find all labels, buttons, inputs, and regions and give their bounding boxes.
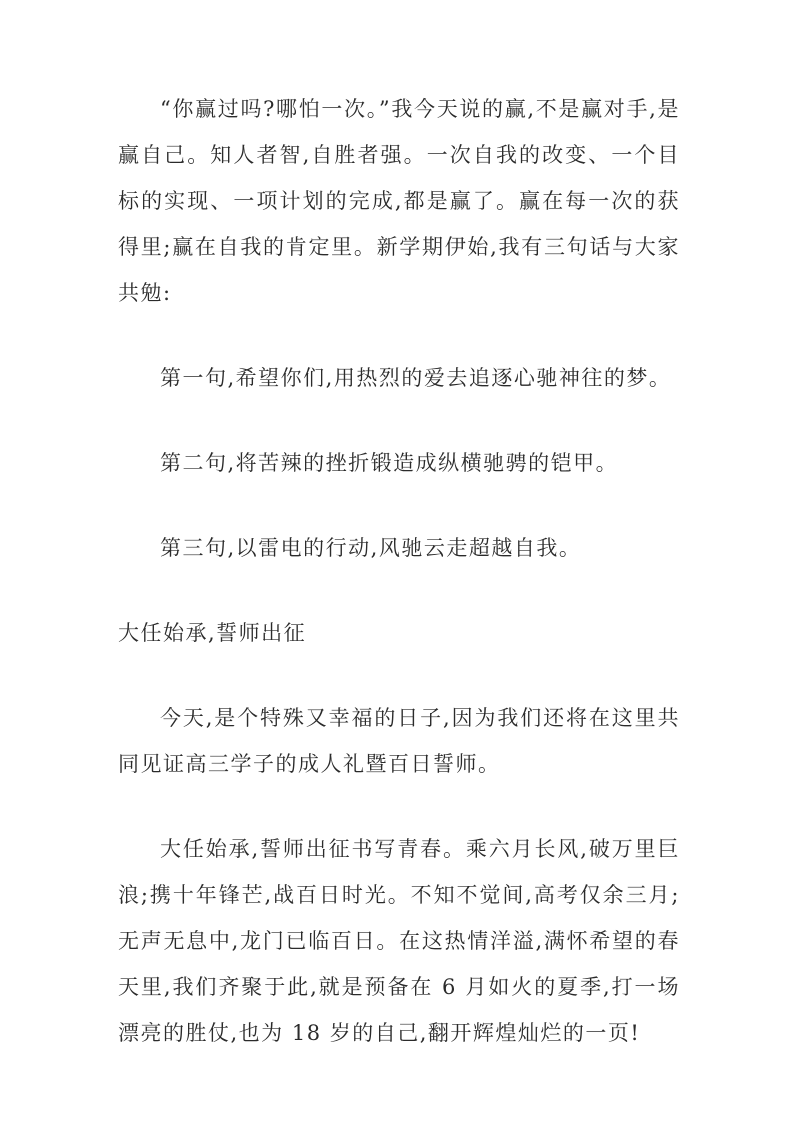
paragraph-third-sentence: 第三句,以雷电的行动,风驰云走超越自我。 [160, 536, 582, 560]
paragraph-win-intro: “你赢过吗?哪怕一次。”我今天说的赢,不是赢对手,是赢自己。知人者智,自胜者强。一次自我的改变、一个目标的实现、一项计划的完成,都是赢了。赢在每一次的获得里;赢在自我的肯定里。新学期伊始,我有三句话与大家共勉: [118, 97, 680, 305]
paragraph-second-sentence: 第二句,将苦辣的挫折锻造成纵横驰骋的铠甲。 [160, 451, 619, 475]
paragraph-closing: 大任始承,誓师出征书写青春。乘六月长风,破万里巨浪;携十年锋芒,战百日时光。不知不觉间,高考仅余三月;无声无息中,龙门已临百日。在这热情洋溢,满怀希望的春天里,我们齐聚于此,就是预备在 6 月如火的夏季,打一场漂亮的胜仗,也为 18 岁的自己,翻开辉煌灿烂的一页! [118, 837, 680, 1045]
paragraph-today-special: 今天,是个特殊又幸福的日子,因为我们还将在这里共同见证高三学子的成人礼暨百日誓师。 [118, 706, 680, 776]
paragraph-first-sentence: 第一句,希望你们,用热烈的爱去追逐心驰神往的梦。 [160, 366, 672, 390]
section-heading-oath: 大任始承,誓师出征 [118, 621, 307, 645]
